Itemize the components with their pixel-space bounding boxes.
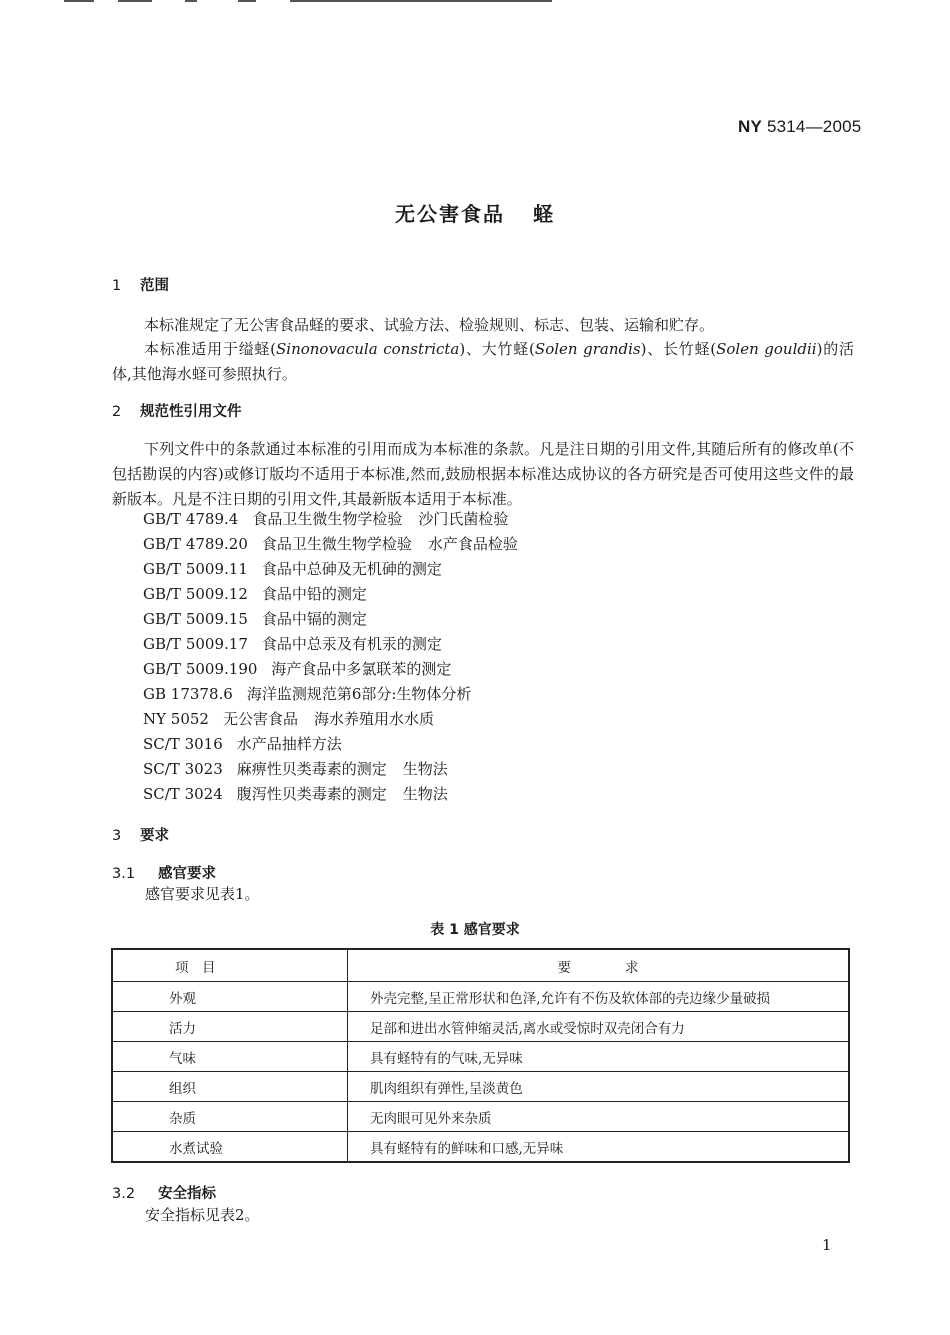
table-cell-requirement: 肌肉组织有弹性,呈淡黄色 <box>348 1072 850 1102</box>
document-title <box>0 198 950 227</box>
scope-paragraph-1: 本标准规定了无公害食品蛏的要求、试验方法、检验规则、标志、包装、运输和贮存。 <box>144 316 715 334</box>
table-header-item: 项 目 <box>112 949 348 982</box>
reference-item: GB/T 5009.15 食品中镉的测定 <box>143 610 367 628</box>
page-number: 1 <box>822 1236 832 1254</box>
reference-item: GB/T 5009.11 食品中总砷及无机砷的测定 <box>143 560 442 578</box>
title-part2: 蛏 <box>533 202 555 226</box>
table-cell-requirement: 具有蛏特有的气味,无异味 <box>348 1042 850 1072</box>
reference-item: GB/T 5009.190 海产食品中多氯联苯的测定 <box>143 660 452 678</box>
table-row <box>112 1072 849 1102</box>
species-name: Solen gouldii <box>716 340 817 358</box>
table-cell-item: 气味 <box>112 1042 348 1072</box>
table-cell-requirement: 具有蛏特有的鲜味和口感,无异味 <box>348 1132 850 1163</box>
table-cell-item: 水煮试验 <box>112 1132 348 1163</box>
table-cell-requirement: 外壳完整,呈正常形状和色泽,允许有不伤及软体部的壳边缘少量破损 <box>348 982 850 1012</box>
scan-artifact-line <box>64 0 94 2</box>
standard-prefix: NY <box>738 117 763 136</box>
table-cell-item: 外观 <box>112 982 348 1012</box>
section-3-2-heading: 3.2 安全指标 <box>112 1186 216 1202</box>
scope-paragraph-2: 本标准适用于缢蛏(Sinonovacula constricta)、大竹蛏(Solen grandis)、长竹蛏(Solen gouldii)的活体,其他海水蛏可参照执行。 <box>112 340 854 383</box>
table-row <box>112 1012 849 1042</box>
section-3-1-text: 感官要求见表1。 <box>145 885 260 903</box>
reference-item: GB/T 5009.17 食品中总汞及有机汞的测定 <box>143 635 442 653</box>
table-header-requirement: 要 求 <box>348 949 850 982</box>
scan-artifact-line <box>290 0 552 2</box>
sensory-requirements-table <box>111 948 850 1163</box>
table-row <box>112 982 849 1012</box>
standard-number: 5314—2005 <box>766 117 862 136</box>
table-row <box>112 1132 849 1163</box>
scan-artifact-line <box>238 0 256 2</box>
section-3-2-text: 安全指标见表2。 <box>145 1206 260 1224</box>
scan-artifact-line <box>185 0 197 2</box>
table-1-caption: 表 1 感官要求 <box>430 922 520 938</box>
table-cell-item: 组织 <box>112 1072 348 1102</box>
section-3-1-heading: 3.1 感官要求 <box>112 866 216 882</box>
standard-code <box>738 117 861 137</box>
table-cell-item: 杂质 <box>112 1102 348 1132</box>
reference-item: GB/T 5009.12 食品中铅的测定 <box>143 585 367 603</box>
reference-item: SC/T 3023 麻痹性贝类毒素的测定 生物法 <box>143 760 448 778</box>
reference-item: SC/T 3016 水产品抽样方法 <box>143 735 342 753</box>
species-name: Solen grandis <box>534 340 641 358</box>
scan-artifact-line <box>118 0 152 2</box>
species-name: Sinonovacula constricta <box>276 340 460 358</box>
title-part1: 无公害食品 <box>395 202 505 226</box>
table-row <box>112 1042 849 1072</box>
reference-item: GB/T 4789.4 食品卫生微生物学检验 沙门氏菌检验 <box>143 510 509 528</box>
table-header-row <box>112 949 849 982</box>
table-cell-requirement: 无肉眼可见外来杂质 <box>348 1102 850 1132</box>
table-cell-item: 活力 <box>112 1012 348 1042</box>
reference-item: SC/T 3024 腹泻性贝类毒素的测定 生物法 <box>143 785 448 803</box>
reference-item: GB/T 4789.20 食品卫生微生物学检验 水产食品检验 <box>143 535 518 553</box>
section-2-heading: 2 规范性引用文件 <box>112 404 242 420</box>
reference-item: GB 17378.6 海洋监测规范第6部分:生物体分析 <box>143 685 472 703</box>
references-intro: 下列文件中的条款通过本标准的引用而成为本标准的条款。凡是注日期的引用文件,其随后所有的修改单(不包括勘误的内容)或修订版均不适用于本标准,然而,鼓励根据本标准达成协议的各方研究是否可使用这些文件的最新版本。凡是不注日期的引用文件,其最新版本适用于本标准。 <box>112 440 854 508</box>
reference-item: NY 5052 无公害食品 海水养殖用水水质 <box>143 710 435 728</box>
table-cell-requirement: 足部和进出水管伸缩灵活,离水或受惊时双壳闭合有力 <box>348 1012 850 1042</box>
table-row <box>112 1102 849 1132</box>
section-1-heading: 1 范围 <box>112 278 169 294</box>
section-3-heading: 3 要求 <box>112 828 169 844</box>
